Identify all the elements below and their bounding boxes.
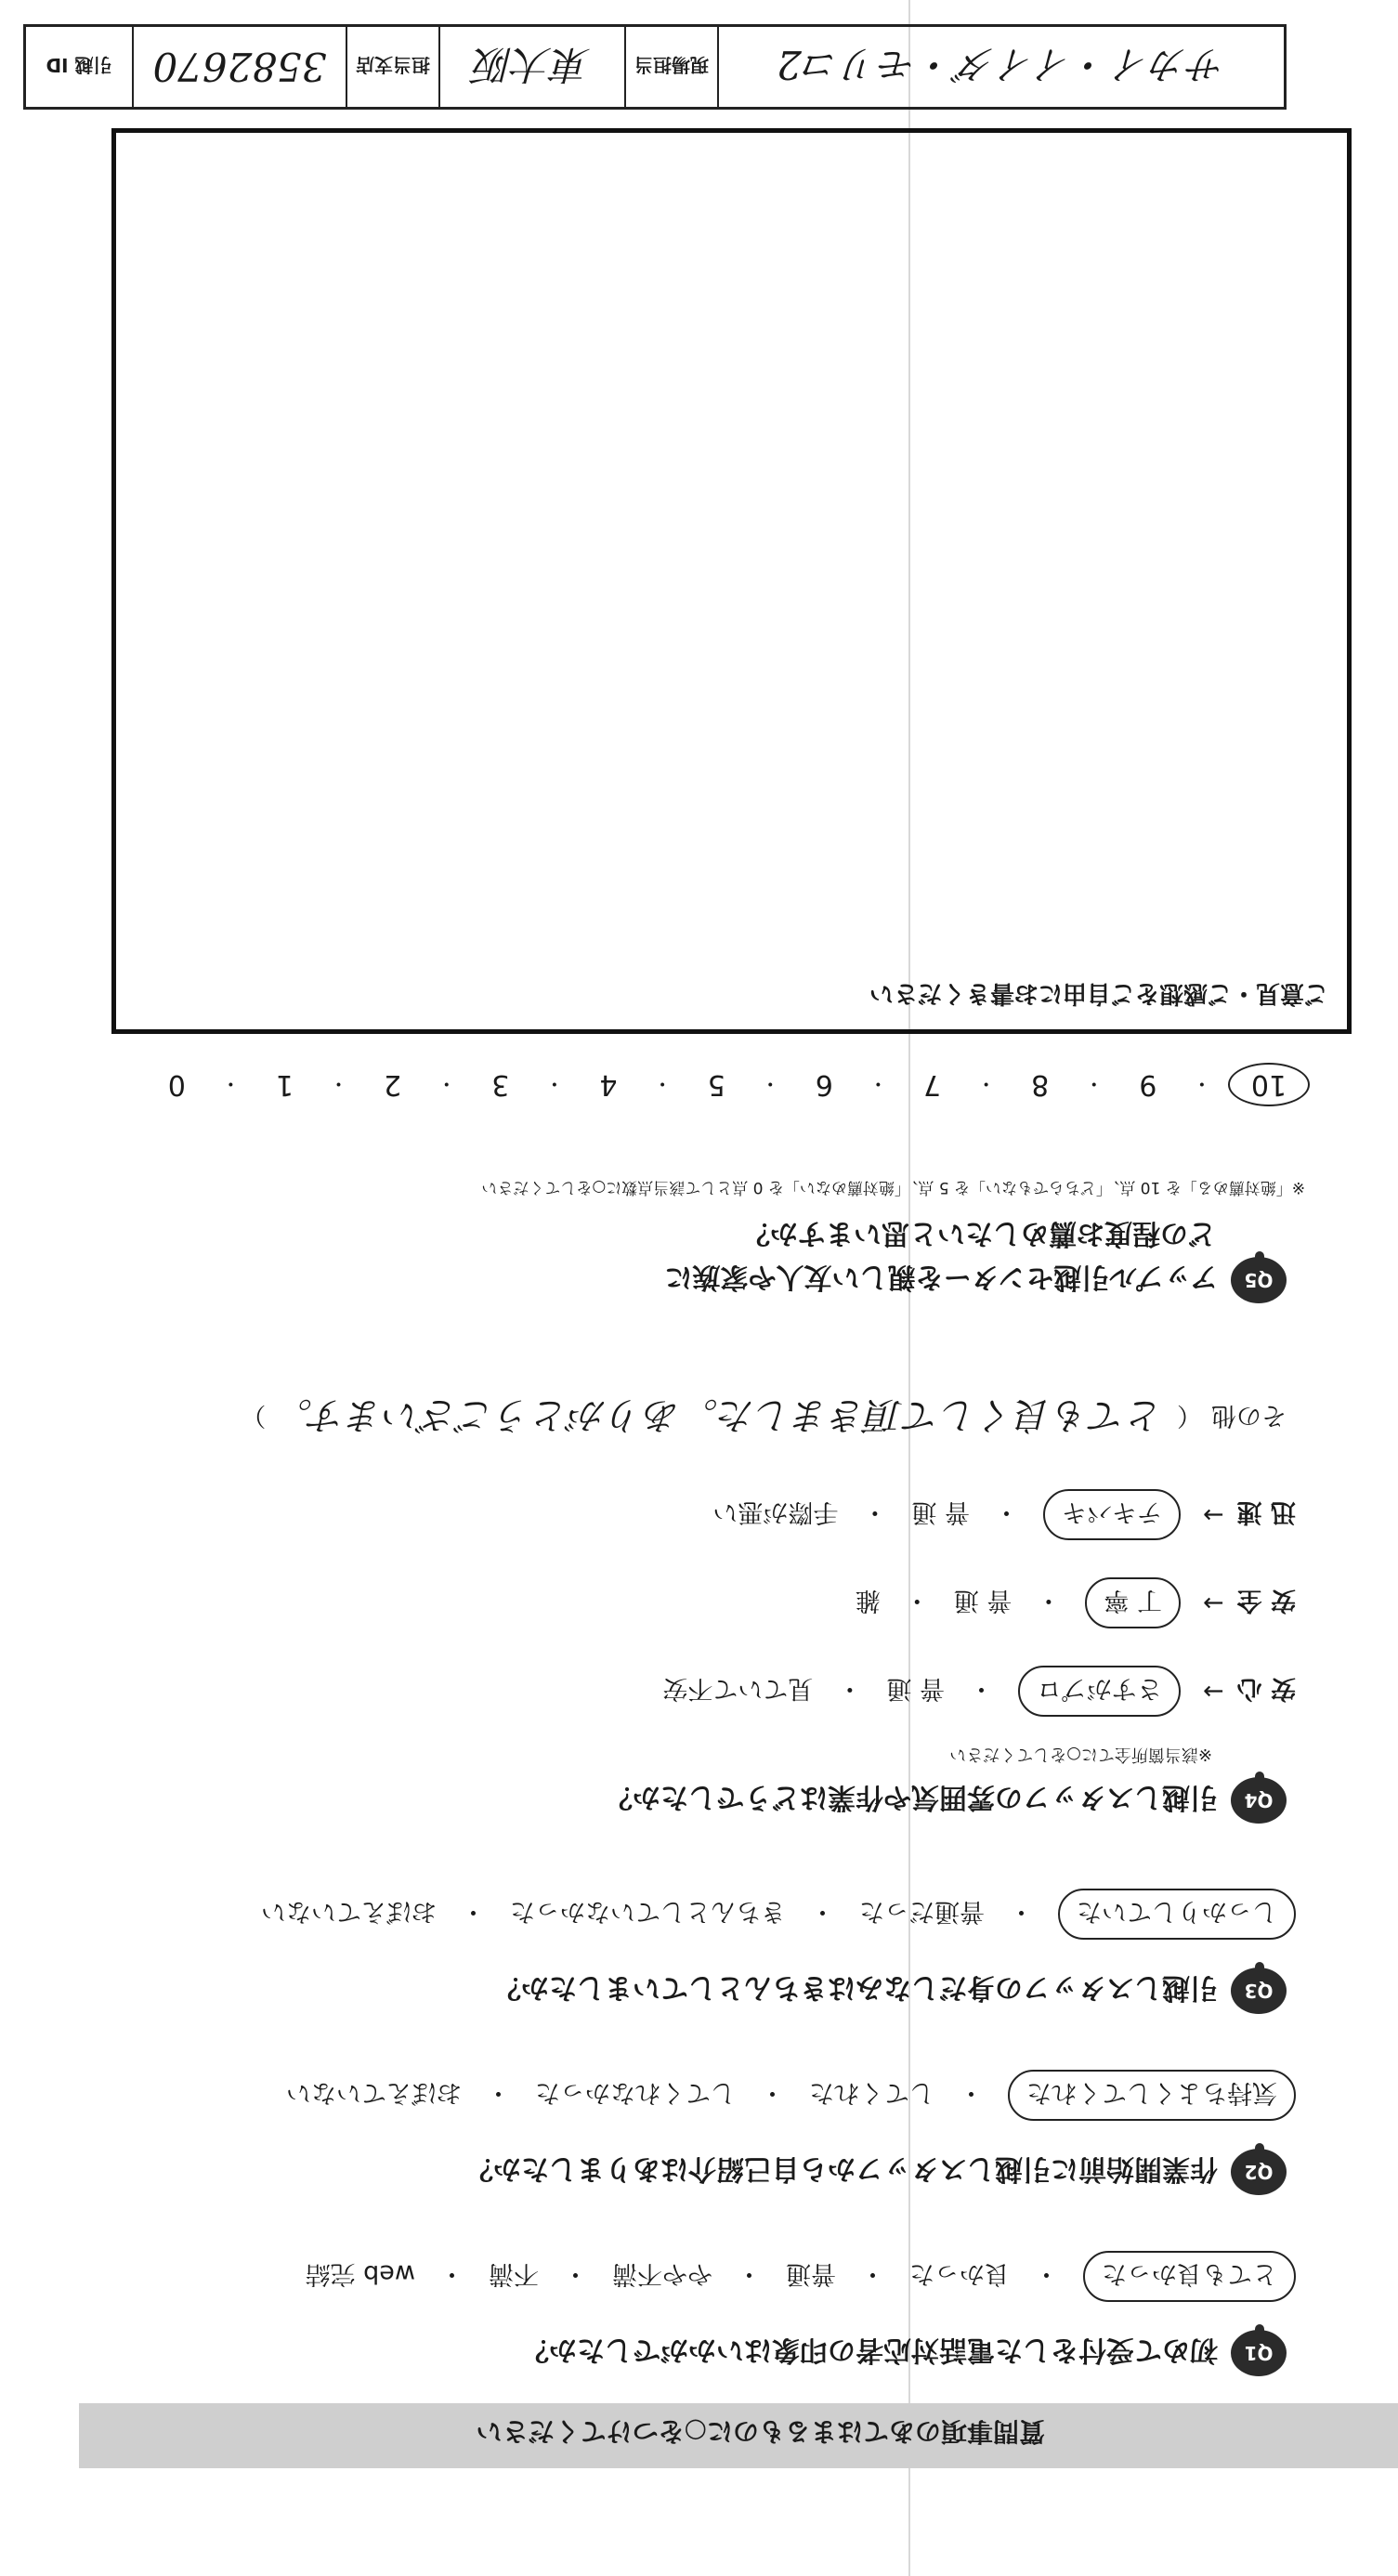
q4-row-1-option-1[interactable]: さすがプロ [1018, 1666, 1181, 1717]
q4-other-text[interactable]: とても良くして頂きました。ありがとうございます。 [275, 1393, 1164, 1436]
q4-row-speed: 迅 速 → テキパキ ・ 普 通 ・ 手際が悪い [712, 1489, 1296, 1540]
q4-row-3-label: 迅 速 [1236, 1497, 1296, 1526]
score-2[interactable]: 2 [384, 1068, 402, 1102]
q4-row-1-option-3[interactable]: 見ていて不安 [662, 1674, 814, 1703]
q2-badge: Q2 [1231, 2149, 1287, 2195]
q5-badge: Q5 [1231, 1257, 1287, 1303]
score-3[interactable]: 3 [491, 1068, 510, 1102]
score-1[interactable]: 1 [275, 1068, 294, 1102]
q3-option-4[interactable]: おぼえていない [261, 1897, 437, 1926]
staff-label: 現場担当 [624, 27, 717, 107]
q4-text: 引越しスタッフの雰囲気や作業はどうでしたか？ [605, 1781, 1218, 1813]
q4-badge: Q4 [1231, 1777, 1287, 1824]
q5-note: ※「絶対薦める」を 10 点、「どちらでもない」を 5 点、「絶対薦めない」を 0 点として該当点数に○をしてください [481, 1178, 1305, 1196]
q1-option-6[interactable]: web 完結 [305, 2259, 415, 2288]
q4-note: ※該当箇所全てに○をしてください [949, 1745, 1212, 1764]
q1-option-1[interactable]: とても良かった [1083, 2251, 1296, 2302]
instruction-banner [79, 2403, 1398, 2468]
comment-title: ご意見・ご感想をご自由にお書きください [869, 979, 1328, 1007]
question-4 [605, 1777, 1287, 1824]
q4-other: その他 （ とても良くして頂きました。ありがとうございます。 ） [241, 1392, 1287, 1445]
q4-row-3-option-2[interactable]: 普 通 [911, 1497, 970, 1526]
q1-option-2[interactable]: 良かった [909, 2259, 1010, 2288]
score-0[interactable]: 0 [167, 1068, 186, 1102]
q4-row-safety: 安 全 → 丁 寧 ・ 普 通 ・ 雑 [856, 1577, 1296, 1628]
q4-row-3-option-3[interactable]: 手際が悪い [712, 1497, 839, 1526]
q2-option-2[interactable]: してくれた [809, 2078, 934, 2107]
score-10[interactable]: 10 [1228, 1064, 1310, 1107]
question-3 [493, 1968, 1287, 2014]
q3-badge: Q3 [1231, 1968, 1287, 2014]
q1-text: 初めて受付をした電話対応者の印象はいかがでしたか？ [521, 2334, 1218, 2366]
question-2 [465, 2149, 1287, 2195]
q4-row-3-option-1[interactable]: テキパキ [1043, 1489, 1181, 1540]
score-7[interactable]: 7 [922, 1068, 942, 1102]
q4-row-relief: 安 心 → さすがプロ ・ 普 通 ・ 見ていて不安 [662, 1666, 1296, 1717]
score-4[interactable]: 4 [599, 1068, 618, 1102]
staff-value[interactable]: サカイ・イイダ・モリコ2 [717, 27, 1284, 107]
q5-line-1: アップル引越センターを親しい友人や家族に [664, 1261, 1218, 1293]
question-1 [521, 2330, 1287, 2376]
q3-text: 引越しスタッフの身だしなみはきちんとしていましたか？ [493, 1971, 1218, 2004]
q3-option-3[interactable]: きちんとしていなかった [510, 1897, 786, 1926]
header-table [23, 24, 1287, 110]
q4-row-1-option-2[interactable]: 普 通 [886, 1674, 945, 1703]
comment-box[interactable] [111, 128, 1352, 1034]
q5-score-scale: 10 ・ 9 ・ 8 ・ 7 ・ 6 ・ 5 ・ 4 ・ 3 ・ 2 ・ 1 ・ 0 [149, 1057, 1310, 1113]
banner-text: 質問事項のあてはまるものに○をつけてください [476, 2416, 1045, 2447]
score-9[interactable]: 9 [1139, 1068, 1157, 1102]
q2-option-3[interactable]: してくれなかった [535, 2078, 736, 2107]
q5-line-2: どの程度お薦めしたいと思いますか？ [742, 1217, 1216, 1249]
branch-label: 担当支店 [346, 27, 438, 107]
q4-row-2-option-2[interactable]: 普 通 [953, 1586, 1013, 1615]
question-5 [665, 1257, 1287, 1303]
q1-badge: Q1 [1231, 2330, 1287, 2376]
q4-row-2-label: 安 全 [1236, 1586, 1296, 1615]
q1-option-5[interactable]: 不満 [489, 2259, 539, 2288]
score-8[interactable]: 8 [1031, 1068, 1050, 1102]
q4-row-1-label: 安 心 [1236, 1674, 1296, 1703]
score-5[interactable]: 5 [707, 1068, 725, 1102]
q3-options: しっかりしていた ・ 普通だった ・ きちんとしていなかった ・ おぼえていない [261, 1889, 1296, 1940]
id-value[interactable]: 3582670 [132, 27, 346, 107]
q1-options: とても良かった ・ 良かった ・ 普通 ・ やや不満 ・ 不満 ・ web 完結 [306, 2251, 1296, 2302]
q3-option-1[interactable]: しっかりしていた [1058, 1889, 1296, 1940]
q2-text: 作業開始前に引越しスタッフから自己紹介はありましたか？ [465, 2152, 1218, 2185]
id-label: 引越 ID [46, 54, 112, 77]
q2-option-1[interactable]: 気持ちよくしてくれた [1008, 2070, 1296, 2121]
score-6[interactable]: 6 [815, 1068, 833, 1102]
q1-option-3[interactable]: 普通 [786, 2259, 836, 2288]
q4-row-2-option-1[interactable]: 丁 寧 [1085, 1577, 1181, 1628]
q2-option-4[interactable]: おぼえていない [286, 2078, 462, 2107]
q4-row-2-option-3[interactable]: 雑 [855, 1586, 881, 1615]
branch-value[interactable]: 東大阪 [438, 27, 624, 107]
q3-option-2[interactable]: 普通だった [859, 1897, 985, 1926]
q1-option-4[interactable]: やや不満 [612, 2259, 712, 2288]
q4-other-label: その他 [1211, 1401, 1287, 1430]
q2-options: 気持ちよくしてくれた ・ してくれた ・ してくれなかった ・ おぼえていない [286, 2070, 1296, 2121]
